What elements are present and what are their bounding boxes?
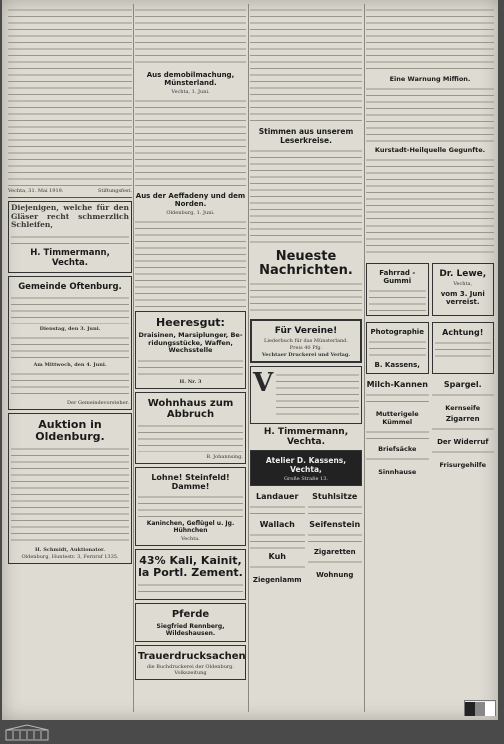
ads-row-1 xyxy=(366,260,494,319)
heeresgut-body: Draisinen, Marsiplunger, Be- ridungsstücke, Waffen, Wechsstelle xyxy=(138,331,243,354)
scale-bar-icon xyxy=(465,702,495,716)
landauer-body xyxy=(250,503,305,517)
column-2 xyxy=(135,4,246,716)
lohne-body xyxy=(138,493,243,517)
heeresgut-ad xyxy=(135,311,246,389)
gemeinde-wednesday: Am Mittwoch, den 4. Juni. xyxy=(33,361,107,368)
divider xyxy=(8,197,132,198)
heeresgut-text xyxy=(138,357,243,377)
vereine-line1: Liederbuch für das Münsterland. xyxy=(264,338,348,344)
stuhl-body xyxy=(308,503,363,517)
neueste-body xyxy=(250,280,362,316)
wallach-title: Wallach xyxy=(259,520,295,529)
column-rule xyxy=(133,4,134,712)
atelier-title: Atelier D. Kassens, Vechta, xyxy=(265,456,347,474)
pferde-ad xyxy=(135,603,246,642)
demob-title: Aus demobilmachung, Münsterland. xyxy=(146,71,235,87)
color-scale-bar xyxy=(464,700,496,716)
auction-title: Auktion in Oldenburg. xyxy=(35,417,105,443)
stuhl-title: Stuhlsitze xyxy=(312,492,358,501)
article-text-1 xyxy=(8,6,132,186)
lohne-title: Lohne! Steinfeld! Damme! xyxy=(151,472,230,491)
thanks-ad-text: Diejenigen, welche für den Gläser recht schmerzlich Schleifen, xyxy=(11,203,129,229)
article-text-3 xyxy=(250,6,362,124)
fahrrad-ad xyxy=(366,263,429,316)
lohne-ad xyxy=(135,467,246,546)
briefe-title: Briefsäcke xyxy=(378,445,417,453)
seifen-title: Seifenstein xyxy=(309,520,361,529)
newspaper-sheet xyxy=(2,0,498,720)
ruh-title: Kuh xyxy=(268,552,286,561)
vereine-box xyxy=(250,319,362,363)
lewe-title: Dr. Lewe, xyxy=(439,269,487,279)
fahrrad-title: Fahrrad - Gummi xyxy=(379,269,416,285)
column-rule xyxy=(364,4,365,712)
kaninchen-line: Kaninchen, Geflügel u. Jg. Hühnchen xyxy=(146,519,235,534)
thanks-ad-name: H. Timmermann, Vechta. xyxy=(30,247,110,268)
gemeinde-schedule-1 xyxy=(11,334,129,360)
kernseife-title: Kernseife xyxy=(445,404,481,412)
verlobung-ad xyxy=(250,366,362,424)
auction-ad xyxy=(8,413,132,564)
trauer-sub: die Buchdruckerei der Oldenburg. Volkszeitung xyxy=(146,663,235,676)
gemeinde-body xyxy=(11,294,129,324)
lewe-sub: Vechta, xyxy=(453,281,473,287)
gemeinde-notice xyxy=(8,276,132,410)
pferde-seller: Siegfried Rennberg, Wildeshausen. xyxy=(156,622,225,637)
west-body xyxy=(135,218,246,308)
photo-title: Photographie xyxy=(370,328,424,336)
vechta-foot: Vechta. xyxy=(181,535,200,542)
zigaretten-body xyxy=(308,558,363,568)
zigaretten-title: Zigaretten xyxy=(313,548,356,556)
library-logo-icon xyxy=(4,724,50,741)
heeresgut-contact: H. Nr. 3 xyxy=(179,378,202,385)
briefe-body xyxy=(366,455,429,465)
miffion-body xyxy=(366,85,494,143)
kali-body xyxy=(138,581,243,595)
viewer-footer xyxy=(0,720,504,744)
ads-row-2 xyxy=(366,319,494,377)
stimmen-body xyxy=(250,147,362,247)
achtung-body xyxy=(435,339,492,361)
ads-row-3 xyxy=(366,377,494,478)
column-3 xyxy=(250,4,362,716)
trauer-ad xyxy=(135,645,246,680)
seifen-body xyxy=(308,531,363,545)
vereine-publisher: Vechtaer Druckerei und Verlag. xyxy=(261,352,351,358)
article-text-4 xyxy=(366,6,494,72)
small-ads-grid xyxy=(250,489,362,586)
column-1 xyxy=(8,4,132,716)
wohnhaus-ad xyxy=(135,392,246,464)
spargel-body xyxy=(432,391,495,401)
date-row xyxy=(8,188,132,194)
mutter-title: Mutterigele Kümmel xyxy=(375,410,419,426)
kurstadt-body xyxy=(366,156,494,220)
kali-ad xyxy=(135,549,246,600)
heeresgut-title: Heeresgut: xyxy=(156,316,225,329)
verlobung-body xyxy=(276,371,359,419)
gemeinde-tuesday: Dienstag, den 3. Juni. xyxy=(39,325,101,332)
verein-body xyxy=(366,222,494,258)
landauer-title: Landauer xyxy=(256,492,299,501)
zigarren-body xyxy=(432,425,495,435)
wallach-body xyxy=(250,531,305,549)
date-right: Stiftungsfest. xyxy=(97,188,132,194)
auction-sign: H. Schmidt, Auktionator. xyxy=(35,546,105,553)
west-sub: Oldenburg, 1. Juni. xyxy=(166,210,215,216)
trauer-title: Trauerdrucksachen xyxy=(138,650,246,662)
pferde-title: Pferde xyxy=(171,608,210,620)
milch-title: Milch-Kannen xyxy=(366,380,428,389)
verlobung-initial: V xyxy=(253,368,274,398)
haus-title: Sinnhause xyxy=(378,468,417,476)
thanks-ad-body xyxy=(11,233,129,245)
ads-row-3-left xyxy=(366,377,429,478)
photo-ad xyxy=(366,322,429,374)
stimmen-title: Stimmen aus unserem Leserkreise. xyxy=(258,127,354,145)
wohnhaus-title: Wohnhaus zum Abbruch xyxy=(147,397,234,420)
kassens-title: B. Kassens, xyxy=(374,361,420,369)
thanks-ad xyxy=(8,201,132,273)
demob-body xyxy=(135,97,246,189)
date-line: Vechta, 31. Mai 1919. xyxy=(8,188,64,194)
ziegen-title: Ziegenlamm xyxy=(252,576,302,584)
auction-foot: Oldenburg, Huntestr. 3, Fernruf 1335. xyxy=(21,553,119,560)
photo-body xyxy=(369,338,426,358)
wohnhaus-sign: B. Johannsing. xyxy=(206,453,243,460)
achtung-title: Achtung! xyxy=(442,328,484,337)
lewe-ad xyxy=(432,263,495,316)
demob-sub: Vechta, 1. Juni. xyxy=(171,89,210,95)
fahrrad-body xyxy=(369,287,426,311)
vereine-line2: Preis 40 Pfg. xyxy=(289,345,323,351)
west-title: Aus der Aeffadeny und dem Norden. xyxy=(135,192,246,208)
auction-body xyxy=(11,445,129,545)
frisur-title: Frisurgehilfe xyxy=(439,461,487,469)
article-text-2 xyxy=(135,6,246,68)
atelier-ad xyxy=(250,450,362,486)
mutter-body xyxy=(366,428,429,442)
gemeinde-schedule-2 xyxy=(11,370,129,398)
kurstadt-title: Kurstadt-Heilquelle Gegunfte. xyxy=(374,146,486,154)
vereine-title: Für Vereine! xyxy=(274,326,338,336)
wohnung-title: Wohnung xyxy=(316,571,354,579)
wohnhaus-body xyxy=(138,422,243,452)
gemeinde-title: Gemeinde Oftenburg. xyxy=(18,281,122,292)
ruh-body xyxy=(250,563,305,573)
gemeinde-signed: Der Gemeindevorsteher. xyxy=(67,399,129,406)
miffion-title: Eine Warnung Miffion. xyxy=(389,75,471,83)
atelier-sub: Große Straße 13. xyxy=(284,476,328,482)
small-ads-left xyxy=(250,489,305,586)
zigarren-title: Zigarren xyxy=(445,415,480,423)
ads-row-3-right xyxy=(432,377,495,478)
widerruf-body xyxy=(432,448,495,458)
lewe-verreist: vom 3. Juni verreist. xyxy=(440,290,485,306)
spargel-title: Spargel. xyxy=(443,380,482,389)
neueste-title: Neueste Nachrichten. xyxy=(259,249,353,278)
column-4 xyxy=(366,4,494,716)
achtung-ad xyxy=(432,322,495,374)
widerruf-title: Der Widerruf xyxy=(437,438,489,446)
small-ads-right xyxy=(308,489,363,586)
column-rule xyxy=(248,4,249,712)
kali-title: 43% Kali, Kainit, la Portl. Zement. xyxy=(138,553,243,579)
milch-body xyxy=(366,391,429,407)
timmermann-ad: H. Timmermann, Vechta. xyxy=(263,427,349,447)
